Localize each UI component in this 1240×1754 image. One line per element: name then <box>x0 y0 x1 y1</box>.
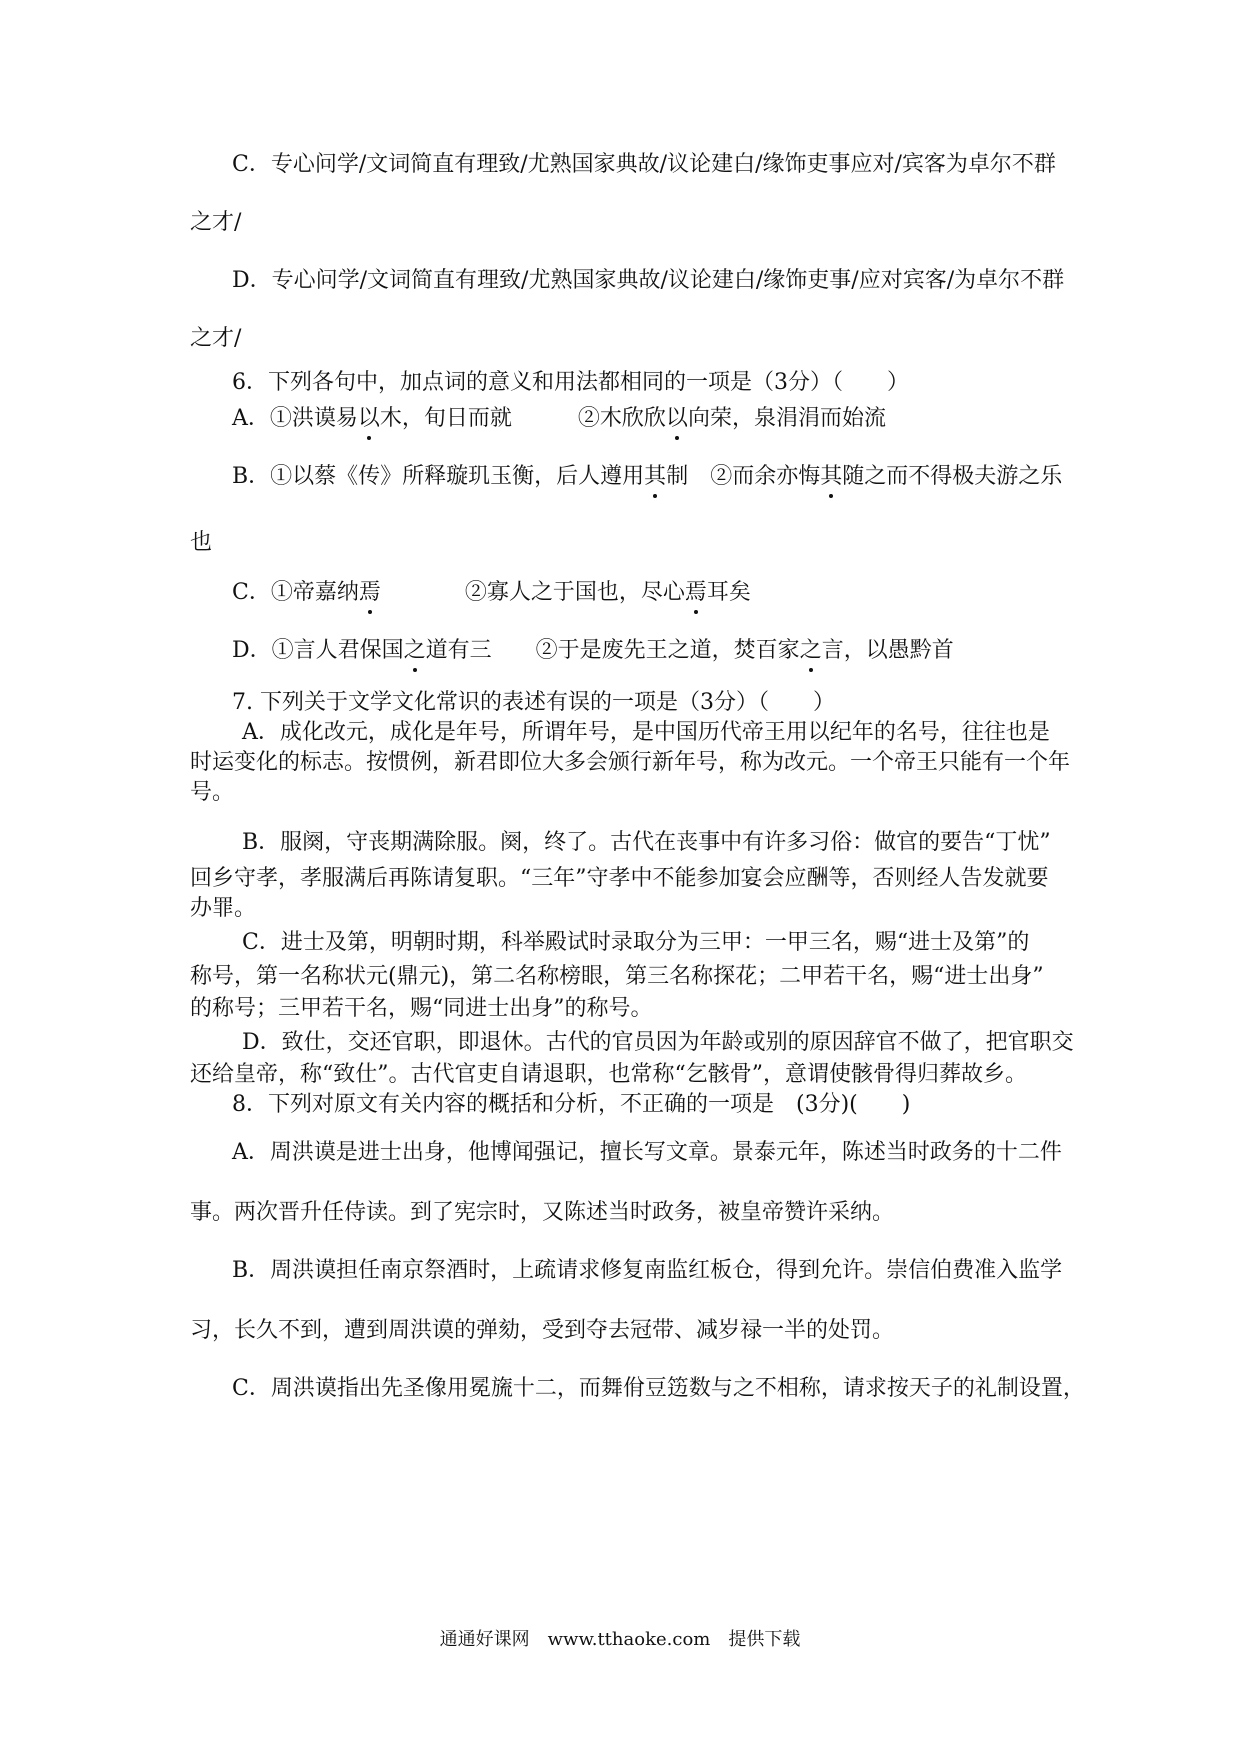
page-footer: 通通好课网 www.tthaoke.com 提供下载 <box>439 1629 801 1650</box>
q6-option-b: B．①以蔡《传》所释璇玑玉衡，后人遵用其制 ②而余亦悔其随之而不得极夫游之乐 <box>232 462 1062 492</box>
q6-option-c: C．①帝嘉纳焉 ②寡人之于国也，尽心焉耳矣 <box>232 578 1062 608</box>
q7-option-d-line1: D．致仕，交还官职，即退休。古代的官员因为年龄或别的原因辞官不做了，把官职交 <box>242 1030 1074 1055</box>
q7-option-a-line2: 时运变化的标志。按惯例，新君即位大多会颁行新年号，称为改元。一个帝王只能有一个年 <box>190 750 1071 775</box>
q7-option-b-line2: 回乡守孝，孝服满后再陈请复职。“三年”守孝中不能参加宴会应酬等，否则经人告发就要 <box>190 866 1049 891</box>
q8-option-a-line1: A．周洪谟是进士出身，他博闻强记，擅长写文章。景泰元年，陈述当时政务的十二件 <box>232 1140 1062 1165</box>
q5-option-c-line2: 之才/ <box>190 210 242 235</box>
emphasis-dot-word: 其 <box>820 462 842 492</box>
q7-option-c-line2: 称号，第一名称状元(鼎元)，第二名称榜眼，第三名称探花；二甲若干名，赐“进士出身” <box>190 964 1044 989</box>
q7-option-d-line2: 还给皇帝，称“致仕”。古代官吏自请退职，也常称“乞骸骨”，意谓使骸骨得归葬故乡。 <box>190 1062 1027 1087</box>
q7-stem: 7. 下列关于文学文化常识的表述有误的一项是（3分）（ ） <box>232 690 835 715</box>
q5-option-d-line1: D．专心问学/文词简直有理致/尤熟国家典故/议论建白/缘饰吏事/应对宾客/为卓尔不群 <box>232 268 1065 293</box>
q7-option-c-line1: C．进士及第，明朝时期，科举殿试时录取分为三甲：一甲三名，赐“进士及第”的 <box>242 930 1030 955</box>
q8-option-b-line1: B．周洪谟担任南京祭酒时，上疏请求修复南监红板仓，得到允许。崇信伯费准入监学 <box>232 1258 1063 1283</box>
q6-option-b-line2: 也 <box>190 530 213 555</box>
emphasis-dot-word: 其 <box>644 462 666 492</box>
q7-option-a-line3: 号。 <box>190 780 235 805</box>
q8-option-c-line1: C．周洪谟指出先圣像用冕旒十二，而舞佾豆笾数与之不相称，请求按天子的礼制设置， <box>232 1376 1085 1401</box>
emphasis-dot-word: 焉 <box>359 578 381 608</box>
q6-option-a: A．①洪谟易以木，旬日而就 ②木欣欣以向荣，泉涓涓而始流 <box>232 404 1062 434</box>
q5-option-c-line1: C．专心问学/文词简直有理致/尤熟国家典故/议论建白/缘饰吏事应对/宾客为卓尔不群 <box>232 152 1056 177</box>
q8-option-a-line2: 事。两次晋升任侍读。到了宪宗时，又陈述当时政务，被皇帝赞许采纳。 <box>190 1200 895 1225</box>
q7-option-b-line1: B．服阕，守丧期满除服。阕，终了。古代在丧事中有许多习俗：做官的要告“丁忧” <box>242 830 1051 855</box>
q7-option-b-line3: 办罪。 <box>190 896 257 921</box>
q6-stem: 6．下列各句中，加点词的意义和用法都相同的一项是（3分）（ ） <box>232 370 909 395</box>
emphasis-dot-word: 之 <box>404 636 426 666</box>
q5-option-d-line2: 之才/ <box>190 326 242 351</box>
emphasis-dot-word: 以 <box>358 404 380 434</box>
q8-option-b-line2: 习，长久不到，遭到周洪谟的弹劾，受到夺去冠带、减岁禄一半的处罚。 <box>190 1318 895 1343</box>
q7-option-c-line3: 的称号；三甲若干名，赐“同进士出身”的称号。 <box>190 996 653 1021</box>
emphasis-dot-word: 焉 <box>685 578 707 608</box>
emphasis-dot-word: 之 <box>800 636 822 666</box>
q7-option-a-line1: A．成化改元，成化是年号，所谓年号，是中国历代帝王用以纪年的名号，往往也是 <box>242 720 1050 745</box>
emphasis-dot-word: 以 <box>666 404 688 434</box>
q6-option-d: D．①言人君保国之道有三 ②于是废先王之道，焚百家之言，以愚黔首 <box>232 636 1062 666</box>
q8-stem: 8．下列对原文有关内容的概括和分析，不正确的一项是 (3分)( ) <box>232 1092 911 1117</box>
